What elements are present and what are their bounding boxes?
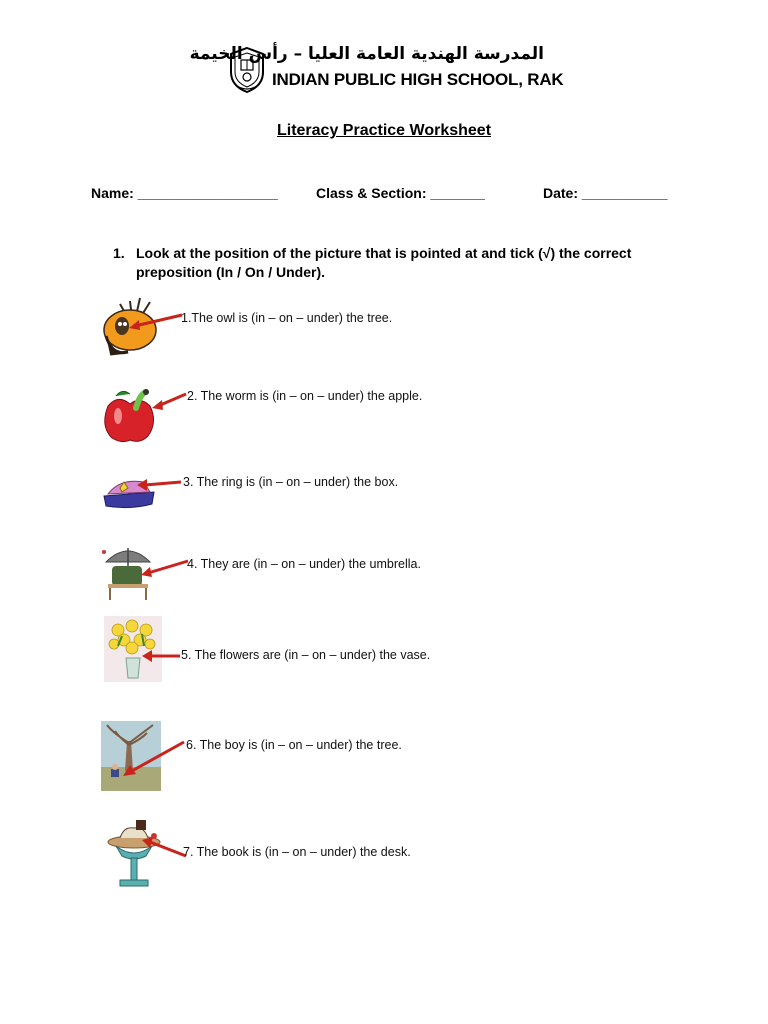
item-7-text: 7. The book is (in – on – under) the desk. xyxy=(183,845,411,859)
arrow-icon xyxy=(135,476,183,494)
arrow-icon xyxy=(138,558,190,580)
item-4-text: 4. They are (in – on – under) the umbrella. xyxy=(187,557,421,571)
worksheet-title xyxy=(0,122,768,140)
arrow-icon xyxy=(140,648,182,664)
arrow-icon xyxy=(140,836,188,860)
class-section-field: Class & Section: _______ xyxy=(316,185,485,201)
date-field: Date: ___________ xyxy=(543,185,668,201)
worksheet-title-text: Literacy Practice Worksheet xyxy=(276,122,492,139)
arrow-icon xyxy=(125,310,185,332)
item-2-text: 2. The worm is (in – on – under) the apple. xyxy=(187,389,423,403)
item-3-text: 3. The ring is (in – on – under) the box. xyxy=(183,475,399,489)
school-name-arabic: المدرسة الهندية العامة العليا – رأس الخيمة xyxy=(189,44,544,64)
arrow-icon xyxy=(150,390,190,412)
item-1-text: 1.The owl is (in – on – under) the tree. xyxy=(181,311,393,325)
arrow-icon xyxy=(120,738,186,780)
school-header xyxy=(189,42,564,98)
school-name: INDIAN PUBLIC HIGH SCHOOL, RAK xyxy=(272,70,564,89)
name-field: Name: __________________ xyxy=(91,185,278,201)
item-5-text: 5. The flowers are (in – on – under) the vase. xyxy=(181,648,431,662)
question-number: 1. xyxy=(113,245,125,261)
question-text: Look at the position of the picture that is pointed at and tick (√) the correct preposition (In / On / Under). xyxy=(136,245,632,280)
item-6-text: 6. The boy is (in – on – under) the tree. xyxy=(186,738,402,752)
